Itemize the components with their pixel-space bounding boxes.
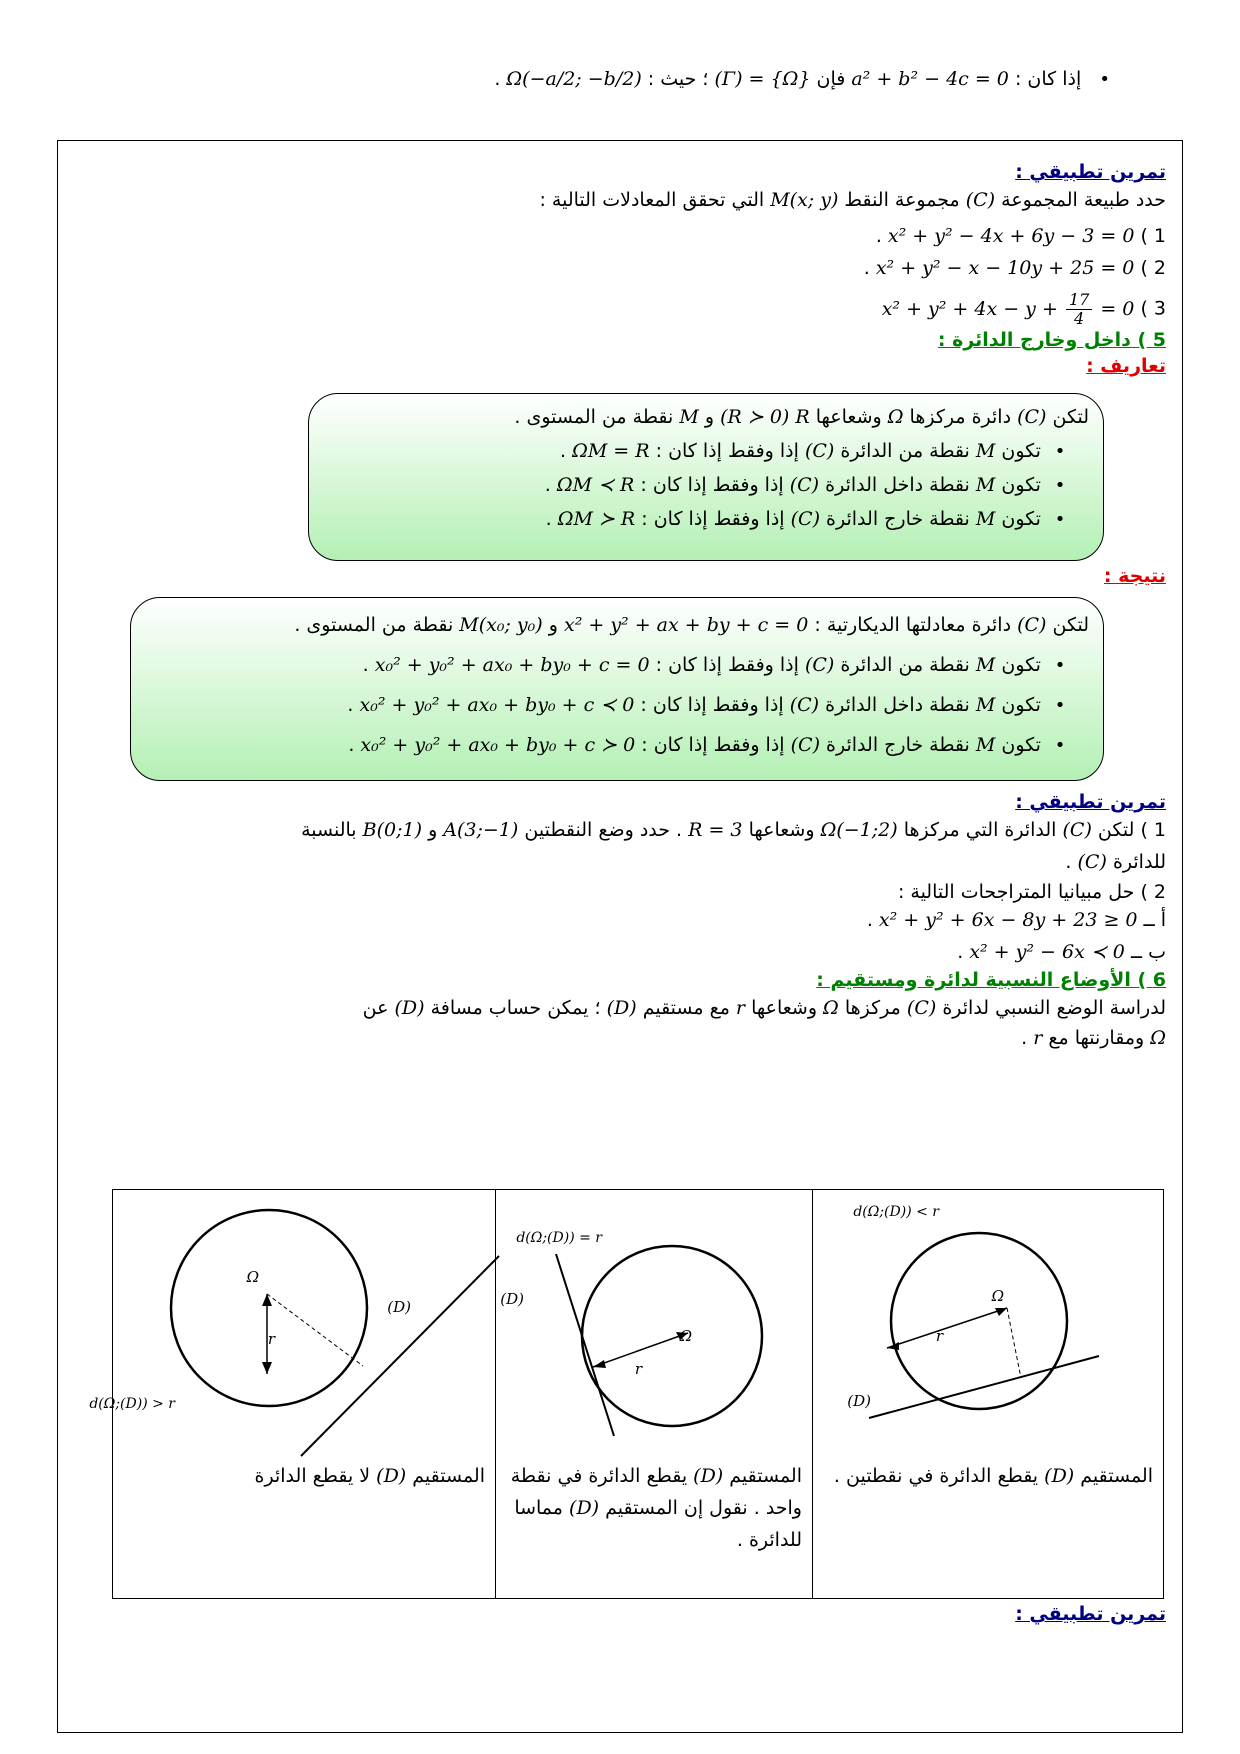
prompt-part: حدد طبيعة المجموعة xyxy=(1001,189,1166,211)
figure-two-points xyxy=(819,1196,1149,1456)
radius-cond: (R ≻ 0) xyxy=(720,406,790,428)
item-part: تكون xyxy=(1001,694,1041,716)
point-m: M(x; y) xyxy=(770,189,839,211)
eq-num: 2 ) xyxy=(1140,257,1166,279)
point-m: M xyxy=(975,440,996,462)
definition-item xyxy=(560,440,1073,462)
cap-part: المستقيم xyxy=(412,1465,485,1487)
radius: R = 3 xyxy=(688,819,743,841)
eq-part: x² + y² + 4x − y + xyxy=(881,297,1058,320)
condition: x₀² + y₀² + ax₀ + by₀ + c = 0 xyxy=(374,654,650,676)
cap-part: لا يقطع الدائرة xyxy=(254,1465,371,1487)
set-c: (C) xyxy=(790,508,820,530)
q-part: . حدد وضع النقطتين xyxy=(524,819,683,841)
set-c: (C) xyxy=(906,997,937,1019)
eq-num: 3 ) xyxy=(1140,297,1166,320)
exercise-2-q1-line2 xyxy=(74,851,1166,873)
circle xyxy=(582,1246,762,1426)
item-part: نقطة داخل الدائرة xyxy=(825,694,970,716)
q-part: بالنسبة xyxy=(301,819,357,841)
eq-formula: x² + y² − x − 10y + 25 = 0 xyxy=(875,257,1135,279)
set-c: (C) xyxy=(804,440,835,462)
exercise-2-q2: 2 ) حل مبيانيا المتراجحات التالية : xyxy=(897,881,1166,903)
item-end: . xyxy=(362,654,369,676)
set-c: (C) xyxy=(965,189,996,211)
label-distance: d(Ω;(D)) < r xyxy=(853,1204,939,1220)
perpendicular xyxy=(1007,1308,1021,1378)
equation-1 xyxy=(74,225,1166,247)
intro-part: نقطة من المستوى . xyxy=(294,614,454,636)
condition: x₀² + y₀² + ax₀ + by₀ + c ≺ 0 xyxy=(359,694,635,716)
p-part: وشعاعها xyxy=(751,997,817,1019)
set-c: (C) xyxy=(790,734,820,756)
item-part: نقطة خارج الدائرة xyxy=(826,508,970,530)
exercise-2-q2a xyxy=(74,909,1166,931)
omega: Ω xyxy=(887,406,904,428)
point-m0: M(x₀; y₀) xyxy=(459,614,543,636)
relative-positions-table xyxy=(89,1189,1164,1599)
section-6-title: 6 ) الأوضاع النسبية لدائرة ومستقيم : xyxy=(816,969,1166,991)
result-item xyxy=(348,734,1073,756)
text-where: ؛ حيث : xyxy=(647,68,709,90)
text-if: إذا كان : xyxy=(1014,68,1082,90)
result-title: نتيجة : xyxy=(1103,565,1166,587)
label-omega: Ω xyxy=(991,1287,1004,1305)
item-end: . xyxy=(347,694,354,716)
item-part: نقطة داخل الدائرة xyxy=(825,474,970,496)
gamma-formula: (Γ) = {Ω} xyxy=(714,68,811,90)
arrow-head xyxy=(262,1362,272,1374)
item-part: نقطة من الدائرة xyxy=(840,440,970,462)
label-d: (D) xyxy=(847,1392,871,1410)
caption-no-intersection xyxy=(123,1460,485,1492)
intro-part: و xyxy=(704,406,715,428)
item-part: إذا وفقط إذا كان : xyxy=(640,474,784,496)
p-part: ومقارنتها مع xyxy=(1048,1027,1145,1049)
cell-no-intersection xyxy=(89,1190,496,1599)
q-end: . xyxy=(1065,851,1072,873)
eq-formula: x² + y² − 4x + 6y − 3 = 0 xyxy=(887,225,1135,247)
arrow-head xyxy=(262,1294,272,1306)
p-part: لدراسة الوضع النسبي لدائرة xyxy=(942,997,1166,1019)
circle-equation: x² + y² + ax + by + c = 0 xyxy=(563,614,809,636)
p-part: مع مستقيم xyxy=(642,997,730,1019)
definitions-box xyxy=(308,393,1104,561)
item-part: إذا وفقط إذا كان : xyxy=(641,508,785,530)
line-d: (D) xyxy=(394,997,425,1019)
item-part: تكون xyxy=(1001,508,1041,530)
figure-no-intersection xyxy=(89,1196,489,1456)
label-omega: Ω xyxy=(246,1268,259,1286)
circle xyxy=(891,1233,1067,1409)
set-c: (C) xyxy=(1017,406,1047,428)
result-box xyxy=(130,597,1104,781)
table-row xyxy=(113,1190,1164,1599)
line-d: (D) xyxy=(376,1465,407,1487)
set-c: (C) xyxy=(804,654,835,676)
top-bullet-line: • إذا كان : a² + b² − 4c = 0 فإن (Γ) = {Ω} ؛ حيث : Ω(−a/2; −b/2) . xyxy=(494,68,1110,90)
eq-end: . xyxy=(875,225,882,247)
line-d xyxy=(556,1254,614,1436)
exercise-3-title: تمرين تطبيقي : xyxy=(1015,1603,1166,1625)
item-part: تكون xyxy=(1001,474,1041,496)
cell-tangent xyxy=(496,1190,813,1599)
top-bullet xyxy=(110,58,1110,118)
set-c: (C) xyxy=(789,474,820,496)
point-b: B(0;1) xyxy=(362,819,423,841)
condition: ΩM = R xyxy=(572,440,650,462)
item-end: . xyxy=(545,508,552,530)
condition: ΩM ≻ R xyxy=(557,508,636,530)
label-r: r xyxy=(935,1327,943,1345)
cap-part: المستقيم xyxy=(1080,1465,1153,1487)
inequality: x² + y² − 6x ≺ 0 xyxy=(969,941,1125,963)
line-d xyxy=(301,1256,499,1456)
label-r: r xyxy=(267,1330,275,1348)
q-part: و xyxy=(428,819,438,841)
item-part: تكون xyxy=(1001,654,1041,676)
set-c: (C) xyxy=(789,694,820,716)
item-end: . xyxy=(544,474,551,496)
main-frame xyxy=(57,140,1183,1733)
intro-part: نقطة من المستوى . xyxy=(514,406,674,428)
label-r: r xyxy=(634,1360,642,1378)
q-part: وشعاعها xyxy=(748,819,815,841)
line-d: (D) xyxy=(569,1497,600,1519)
exercise-2-q2b xyxy=(74,941,1166,963)
fraction xyxy=(1066,291,1092,328)
item-part: إذا وفقط إذا كان : xyxy=(655,440,799,462)
intro-part: وشعاعها xyxy=(815,406,882,428)
set-c: (C) xyxy=(1077,851,1107,873)
definitions-intro xyxy=(323,406,1089,428)
exercise-1-prompt xyxy=(74,189,1166,211)
cell-two-points xyxy=(813,1190,1164,1599)
item-part: نقطة خارج الدائرة xyxy=(826,734,970,756)
item-part: تكون xyxy=(1001,440,1041,462)
omega: Ω xyxy=(1150,1027,1166,1049)
exercise-1-title: تمرين تطبيقي : xyxy=(1015,161,1166,183)
point-m: M xyxy=(975,474,996,496)
item-part: إذا وفقط إذا كان : xyxy=(641,734,785,756)
result-item xyxy=(363,654,1073,676)
q-part: للدائرة xyxy=(1112,851,1166,873)
eq-num: 1 ) xyxy=(1140,225,1166,247)
condition-formula: a² + b² − 4c = 0 xyxy=(851,68,1009,90)
q-label: ب ــ xyxy=(1130,941,1166,963)
caption-two-points xyxy=(823,1460,1153,1492)
definition-item xyxy=(546,508,1073,530)
arrow-head xyxy=(593,1360,606,1368)
point-m: M xyxy=(975,654,996,676)
definitions-title: تعاريف : xyxy=(1086,355,1166,377)
item-end: . xyxy=(559,440,567,462)
intro-part: لتكن xyxy=(1052,614,1089,636)
set-c: (C) xyxy=(1062,819,1092,841)
result-intro xyxy=(145,614,1089,636)
intro-part: و xyxy=(548,614,558,636)
eq-end: . xyxy=(863,257,870,279)
set-c: (C) xyxy=(1017,614,1047,636)
condition: x₀² + y₀² + ax₀ + by₀ + c ≻ 0 xyxy=(360,734,636,756)
p-part: عن xyxy=(362,997,389,1019)
center-formula: Ω(−a/2; −b/2) xyxy=(506,68,642,90)
equation-2 xyxy=(74,257,1166,279)
equation-3 xyxy=(74,291,1166,328)
item-part: إذا وفقط إذا كان : xyxy=(640,694,784,716)
point-m: M xyxy=(679,406,699,428)
q-end: . xyxy=(957,941,964,963)
item-end: . xyxy=(348,734,355,756)
point-m: M xyxy=(975,508,996,530)
item-part: إذا وفقط إذا كان : xyxy=(655,654,799,676)
p-part: ؛ يمكن حساب مسافة xyxy=(430,997,601,1019)
result-item xyxy=(347,694,1073,716)
eq-part: = 0 xyxy=(1100,297,1135,320)
q-part: الدائرة التي مركزها xyxy=(903,819,1057,841)
label-distance: d(Ω;(D)) > r xyxy=(89,1396,175,1412)
cap-part: يقطع الدائرة في نقطة واحد . نقول إن المستقيم xyxy=(510,1465,802,1519)
text-then: فإن xyxy=(816,68,846,90)
section-6-p2 xyxy=(74,1027,1166,1049)
p-part: مركزها xyxy=(844,997,901,1019)
exercise-2-q1 xyxy=(74,819,1166,841)
frac-num: 17 xyxy=(1066,291,1092,310)
line-d: (D) xyxy=(606,997,637,1019)
item-part: تكون xyxy=(1001,734,1041,756)
circle xyxy=(171,1210,367,1406)
condition: ΩM ≺ R xyxy=(556,474,635,496)
q-end: . xyxy=(866,909,873,931)
radius-segment xyxy=(887,1308,1007,1348)
radius-r: R xyxy=(795,406,810,428)
prompt-part: التي تحقق المعادلات التالية : xyxy=(539,189,765,211)
cap-part: مماسا للدائرة . xyxy=(514,1497,802,1551)
exercise-2-title: تمرين تطبيقي : xyxy=(1015,791,1166,813)
omega: Ω xyxy=(823,997,839,1019)
point-a: A(3;−1) xyxy=(443,819,519,841)
point-m: M xyxy=(975,734,996,756)
intro-part: دائرة مركزها xyxy=(909,406,1012,428)
section-5-title: 5 ) داخل وخارج الدائرة : xyxy=(937,329,1166,351)
section-6-p1 xyxy=(74,997,1166,1019)
line-d: (D) xyxy=(1044,1465,1075,1487)
p-end: . xyxy=(1021,1027,1028,1049)
intro-part: دائرة معادلتها الديكارتية : xyxy=(814,614,1012,636)
eq-formula xyxy=(881,290,1135,328)
prompt-part: مجموعة النقط xyxy=(844,189,960,211)
point-m: M xyxy=(975,694,996,716)
caption-tangent xyxy=(506,1460,802,1556)
inequality: x² + y² + 6x − 8y + 23 ≥ 0 xyxy=(878,909,1138,931)
label-d: (D) xyxy=(387,1298,411,1316)
definition-item xyxy=(545,474,1073,496)
label-d: (D) xyxy=(500,1290,524,1308)
radius-r: r xyxy=(1033,1027,1043,1049)
label-distance: d(Ω;(D)) = r xyxy=(516,1230,602,1246)
q-part: 1 ) لتكن xyxy=(1097,819,1166,841)
center-omega: Ω(−1;2) xyxy=(820,819,898,841)
q-label: أ ــ xyxy=(1143,909,1166,931)
item-part: نقطة من الدائرة xyxy=(840,654,970,676)
cap-part: المستقيم xyxy=(729,1465,802,1487)
frac-den: 4 xyxy=(1074,309,1085,328)
intro-part: لتكن xyxy=(1052,406,1089,428)
distance-segment xyxy=(267,1294,363,1366)
figure-tangent xyxy=(502,1196,802,1456)
label-omega: Ω xyxy=(679,1327,692,1345)
line-d: (D) xyxy=(693,1465,724,1487)
cap-part: يقطع الدائرة في نقطتين . xyxy=(833,1465,1039,1487)
radius-r: r xyxy=(735,997,746,1019)
